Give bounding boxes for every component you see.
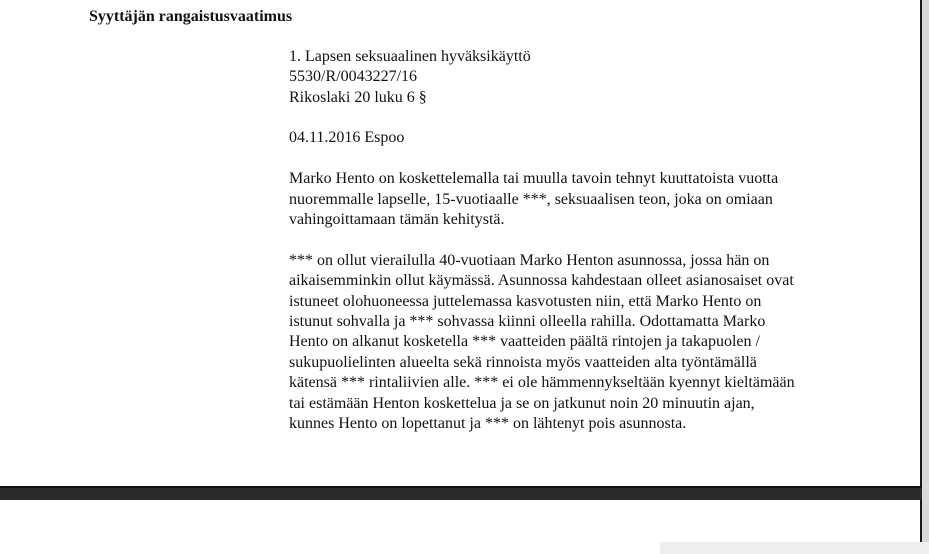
section-title: Syyttäjän rangaistusvaatimus: [89, 8, 293, 25]
spacer: [289, 230, 889, 251]
paragraph-line: Marko Hento on koskettelemalla tai muulla tavoin tehnyt kuuttatoista vuotta: [289, 170, 779, 188]
spacer: [289, 149, 889, 170]
paragraph-line: Hento on alkanut kosketella *** vaatteiden päältä rintojen ja takapuolen /: [289, 333, 760, 351]
paragraph-line: kunnes Hento on lopettanut ja *** on lähtenyt pois asunnosta.: [289, 415, 687, 433]
law-reference: Rikoslaki 20 luku 6 §: [289, 88, 427, 106]
paragraph-line: vahingoittamaan tämän kehitystä.: [289, 211, 505, 229]
paragraph-line: istuneet olohuoneessa juttelemassa kasvotusten niin, että Marko Hento on: [289, 292, 762, 310]
paragraph-line: nuoremmalle lapselle, 15-vuotiaalle ***, seksuaalisen teon, joka on omiaan: [289, 190, 773, 208]
paragraph-line: kätensä *** rintaliivien alle. *** ei ole hämmennykseltään kyennyt kieltämään: [289, 374, 795, 392]
paragraph-line: tai estämään Henton koskettelua ja se on jatkunut noin 20 minuutin ajan,: [289, 394, 755, 412]
case-number: 5530/R/0043227/16: [289, 68, 418, 86]
paragraph-line: *** on ollut vierailulla 40-vuotiaan Marko Henton asunnossa, jossa hän on: [289, 251, 770, 269]
watermark-logo: [14, 14, 76, 32]
paragraph-line: aikaisemminkin ollut käymässä. Asunnossa kahdestaan olleet asianosaiset ovat: [289, 272, 794, 290]
paragraph-line: istunut sohvalla ja *** sohvassa kiinni olleella rahilla. Odottamatta Marko: [289, 313, 766, 331]
bottom-panel: [660, 542, 929, 554]
paragraph-line: sukupuolielinten alueelta sekä rinnoista myös vaatteiden alta työntämällä: [289, 353, 757, 371]
date-place: 04.11.2016 Espoo: [289, 129, 405, 147]
charge-title: 1. Lapsen seksuaalinen hyväksikäyttö: [289, 48, 531, 65]
scrollbar-track[interactable]: [922, 0, 929, 554]
document-body: [289, 47, 889, 434]
paragraph-facts: [289, 251, 889, 435]
spacer: [289, 108, 889, 128]
paragraph-charge-summary: [289, 169, 889, 230]
